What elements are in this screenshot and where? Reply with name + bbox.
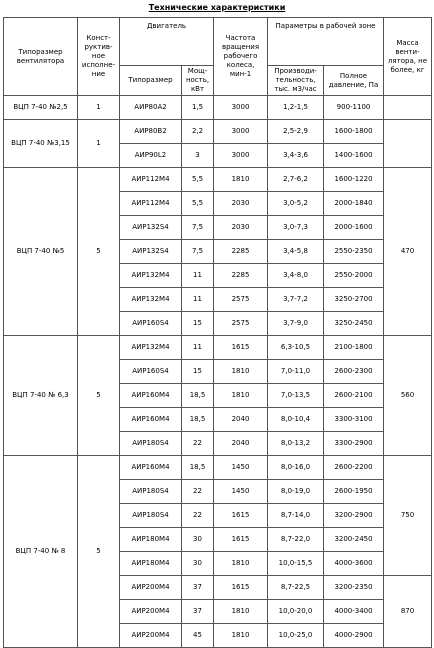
table-row — [4, 456, 432, 480]
cell-pressure: 2600-2200 — [324, 456, 384, 480]
cell-capacity: 3,4-8,0 — [268, 264, 324, 288]
cell-mass: 870 — [384, 576, 432, 648]
table-row — [4, 120, 432, 144]
cell-motor: АИР90L2 — [120, 144, 182, 168]
cell-motor: АИР132S4 — [120, 216, 182, 240]
cell-design: 5 — [78, 456, 120, 648]
cell-capacity: 3,4-5,8 — [268, 240, 324, 264]
cell-speed: 1615 — [214, 528, 268, 552]
cell-capacity: 3,4-3,6 — [268, 144, 324, 168]
cell-motor: АИР180S4 — [120, 480, 182, 504]
cell-pressure: 2600-1950 — [324, 480, 384, 504]
cell-power: 30 — [182, 528, 214, 552]
cell-motor: АИР132S4 — [120, 240, 182, 264]
cell-mass — [384, 120, 432, 168]
cell-capacity: 6,3-10,5 — [268, 336, 324, 360]
cell-capacity: 2,5-2,9 — [268, 120, 324, 144]
cell-capacity: 2,7-6,2 — [268, 168, 324, 192]
cell-capacity: 7,0-11,0 — [268, 360, 324, 384]
cell-power: 11 — [182, 288, 214, 312]
cell-speed: 1810 — [214, 552, 268, 576]
cell-motor: АИР132М4 — [120, 264, 182, 288]
cell-motor: АИР200М4 — [120, 624, 182, 648]
cell-pressure: 900-1100 — [324, 96, 384, 120]
cell-speed: 1615 — [214, 576, 268, 600]
header-motor-type: Типоразмер — [120, 66, 182, 96]
cell-power: 18,5 — [182, 408, 214, 432]
cell-pressure: 2550-2350 — [324, 240, 384, 264]
cell-speed: 2040 — [214, 408, 268, 432]
cell-design: 1 — [78, 120, 120, 168]
cell-speed: 1615 — [214, 504, 268, 528]
cell-mass: 470 — [384, 168, 432, 336]
cell-speed: 1810 — [214, 168, 268, 192]
header-design: Конст-руктив-ное исполне-ние — [78, 18, 120, 96]
cell-capacity: 8,0-10,4 — [268, 408, 324, 432]
cell-speed: 1615 — [214, 336, 268, 360]
cell-pressure: 3250-2450 — [324, 312, 384, 336]
cell-pressure: 1400-1600 — [324, 144, 384, 168]
cell-motor: АИР160М4 — [120, 384, 182, 408]
cell-typesize: ВЦП 7-40 №2,5 — [4, 96, 78, 120]
cell-speed: 2285 — [214, 240, 268, 264]
cell-power: 7,5 — [182, 240, 214, 264]
cell-motor: АИР180S4 — [120, 504, 182, 528]
cell-motor: АИР180М4 — [120, 552, 182, 576]
cell-power: 22 — [182, 432, 214, 456]
cell-pressure: 2550-2000 — [324, 264, 384, 288]
cell-motor: АИР180S4 — [120, 432, 182, 456]
cell-pressure: 4000-3400 — [324, 600, 384, 624]
cell-motor: АИР80В2 — [120, 120, 182, 144]
cell-capacity: 8,7-14,0 — [268, 504, 324, 528]
cell-mass: 750 — [384, 456, 432, 576]
table-row — [4, 336, 432, 360]
cell-pressure: 3250-2700 — [324, 288, 384, 312]
cell-speed: 1810 — [214, 360, 268, 384]
cell-pressure: 3300-2900 — [324, 432, 384, 456]
cell-power: 3 — [182, 144, 214, 168]
cell-motor: АИР200М4 — [120, 576, 182, 600]
cell-power: 18,5 — [182, 384, 214, 408]
cell-pressure: 4000-2900 — [324, 624, 384, 648]
header-pressure: Полное давление, Па — [324, 66, 384, 96]
cell-capacity: 8,0-16,0 — [268, 456, 324, 480]
cell-power: 5,5 — [182, 192, 214, 216]
header-power: Мощ-ность, кВт — [182, 66, 214, 96]
cell-motor: АИР160М4 — [120, 456, 182, 480]
cell-capacity: 3,7-7,2 — [268, 288, 324, 312]
cell-speed: 3000 — [214, 144, 268, 168]
cell-speed: 3000 — [214, 120, 268, 144]
cell-pressure: 2600-2100 — [324, 384, 384, 408]
cell-pressure: 3300-3100 — [324, 408, 384, 432]
cell-typesize: ВЦП 7-40 №5 — [4, 168, 78, 336]
cell-motor: АИР132М4 — [120, 336, 182, 360]
cell-power: 1,5 — [182, 96, 214, 120]
cell-motor: АИР80А2 — [120, 96, 182, 120]
header-typesize: Типоразмер вентилятора — [4, 18, 78, 96]
specs-table — [3, 17, 432, 648]
cell-motor: АИР160М4 — [120, 408, 182, 432]
cell-motor: АИР112М4 — [120, 192, 182, 216]
cell-speed: 2030 — [214, 216, 268, 240]
cell-pressure: 2100-1800 — [324, 336, 384, 360]
cell-power: 37 — [182, 600, 214, 624]
cell-speed: 2575 — [214, 312, 268, 336]
cell-capacity: 8,7-22,0 — [268, 528, 324, 552]
cell-pressure: 3200-2900 — [324, 504, 384, 528]
cell-pressure: 2000-1600 — [324, 216, 384, 240]
cell-speed: 2285 — [214, 264, 268, 288]
cell-motor: АИР160S4 — [120, 312, 182, 336]
cell-capacity: 3,0-5,2 — [268, 192, 324, 216]
table-row — [4, 96, 432, 120]
cell-pressure: 2600-2300 — [324, 360, 384, 384]
cell-capacity: 7,0-13,5 — [268, 384, 324, 408]
cell-speed: 3000 — [214, 96, 268, 120]
cell-speed: 1810 — [214, 624, 268, 648]
cell-speed: 2040 — [214, 432, 268, 456]
cell-power: 15 — [182, 312, 214, 336]
cell-capacity: 10,0-25,0 — [268, 624, 324, 648]
cell-motor: АИР132М4 — [120, 288, 182, 312]
cell-power: 11 — [182, 264, 214, 288]
cell-motor: АИР180М4 — [120, 528, 182, 552]
cell-pressure: 1600-1800 — [324, 120, 384, 144]
header-zone-group: Параметры в рабочей зоне — [268, 18, 384, 66]
cell-pressure: 1600-1220 — [324, 168, 384, 192]
cell-mass: 560 — [384, 336, 432, 456]
cell-speed: 1810 — [214, 600, 268, 624]
cell-power: 22 — [182, 504, 214, 528]
cell-pressure: 3200-2350 — [324, 576, 384, 600]
cell-capacity: 8,7-22,5 — [268, 576, 324, 600]
header-capacity: Производи-тельность, тыс. м3/час — [268, 66, 324, 96]
header-speed: Частота вращения рабочего колеса, мин-1 — [214, 18, 268, 96]
cell-speed: 2030 — [214, 192, 268, 216]
cell-design: 1 — [78, 96, 120, 120]
cell-speed: 1450 — [214, 456, 268, 480]
cell-typesize: ВЦП 7-40 №3,15 — [4, 120, 78, 168]
cell-capacity: 1,2-1,5 — [268, 96, 324, 120]
cell-power: 7,5 — [182, 216, 214, 240]
cell-pressure: 2000-1840 — [324, 192, 384, 216]
cell-power: 22 — [182, 480, 214, 504]
cell-capacity: 8,0-19,0 — [268, 480, 324, 504]
cell-capacity: 10,0-20,0 — [268, 600, 324, 624]
cell-capacity: 10,0-15,5 — [268, 552, 324, 576]
cell-power: 45 — [182, 624, 214, 648]
cell-capacity: 3,7-9,0 — [268, 312, 324, 336]
page-title: Технические характеристики — [148, 3, 286, 12]
cell-typesize: ВЦП 7-40 № 8 — [4, 456, 78, 648]
cell-power: 5,5 — [182, 168, 214, 192]
cell-motor: АИР112М4 — [120, 168, 182, 192]
cell-motor: АИР200М4 — [120, 600, 182, 624]
cell-pressure: 4000-3600 — [324, 552, 384, 576]
cell-power: 30 — [182, 552, 214, 576]
cell-mass — [384, 96, 432, 120]
cell-capacity: 3,0-7,3 — [268, 216, 324, 240]
cell-capacity: 8,0-13,2 — [268, 432, 324, 456]
cell-speed: 1810 — [214, 384, 268, 408]
cell-design: 5 — [78, 336, 120, 456]
specs-table-body — [4, 96, 432, 648]
cell-speed: 1450 — [214, 480, 268, 504]
cell-speed: 2575 — [214, 288, 268, 312]
cell-motor: АИР160S4 — [120, 360, 182, 384]
cell-pressure: 3200-2450 — [324, 528, 384, 552]
cell-power: 11 — [182, 336, 214, 360]
cell-power: 18,5 — [182, 456, 214, 480]
cell-power: 37 — [182, 576, 214, 600]
cell-design: 5 — [78, 168, 120, 336]
header-mass: Масса венти-лятора, не более, кг — [384, 18, 432, 96]
cell-typesize: ВЦП 7-40 № 6,3 — [4, 336, 78, 456]
header-motor-group: Двигатель — [120, 18, 214, 66]
cell-power: 15 — [182, 360, 214, 384]
cell-power: 2,2 — [182, 120, 214, 144]
table-row — [4, 168, 432, 192]
